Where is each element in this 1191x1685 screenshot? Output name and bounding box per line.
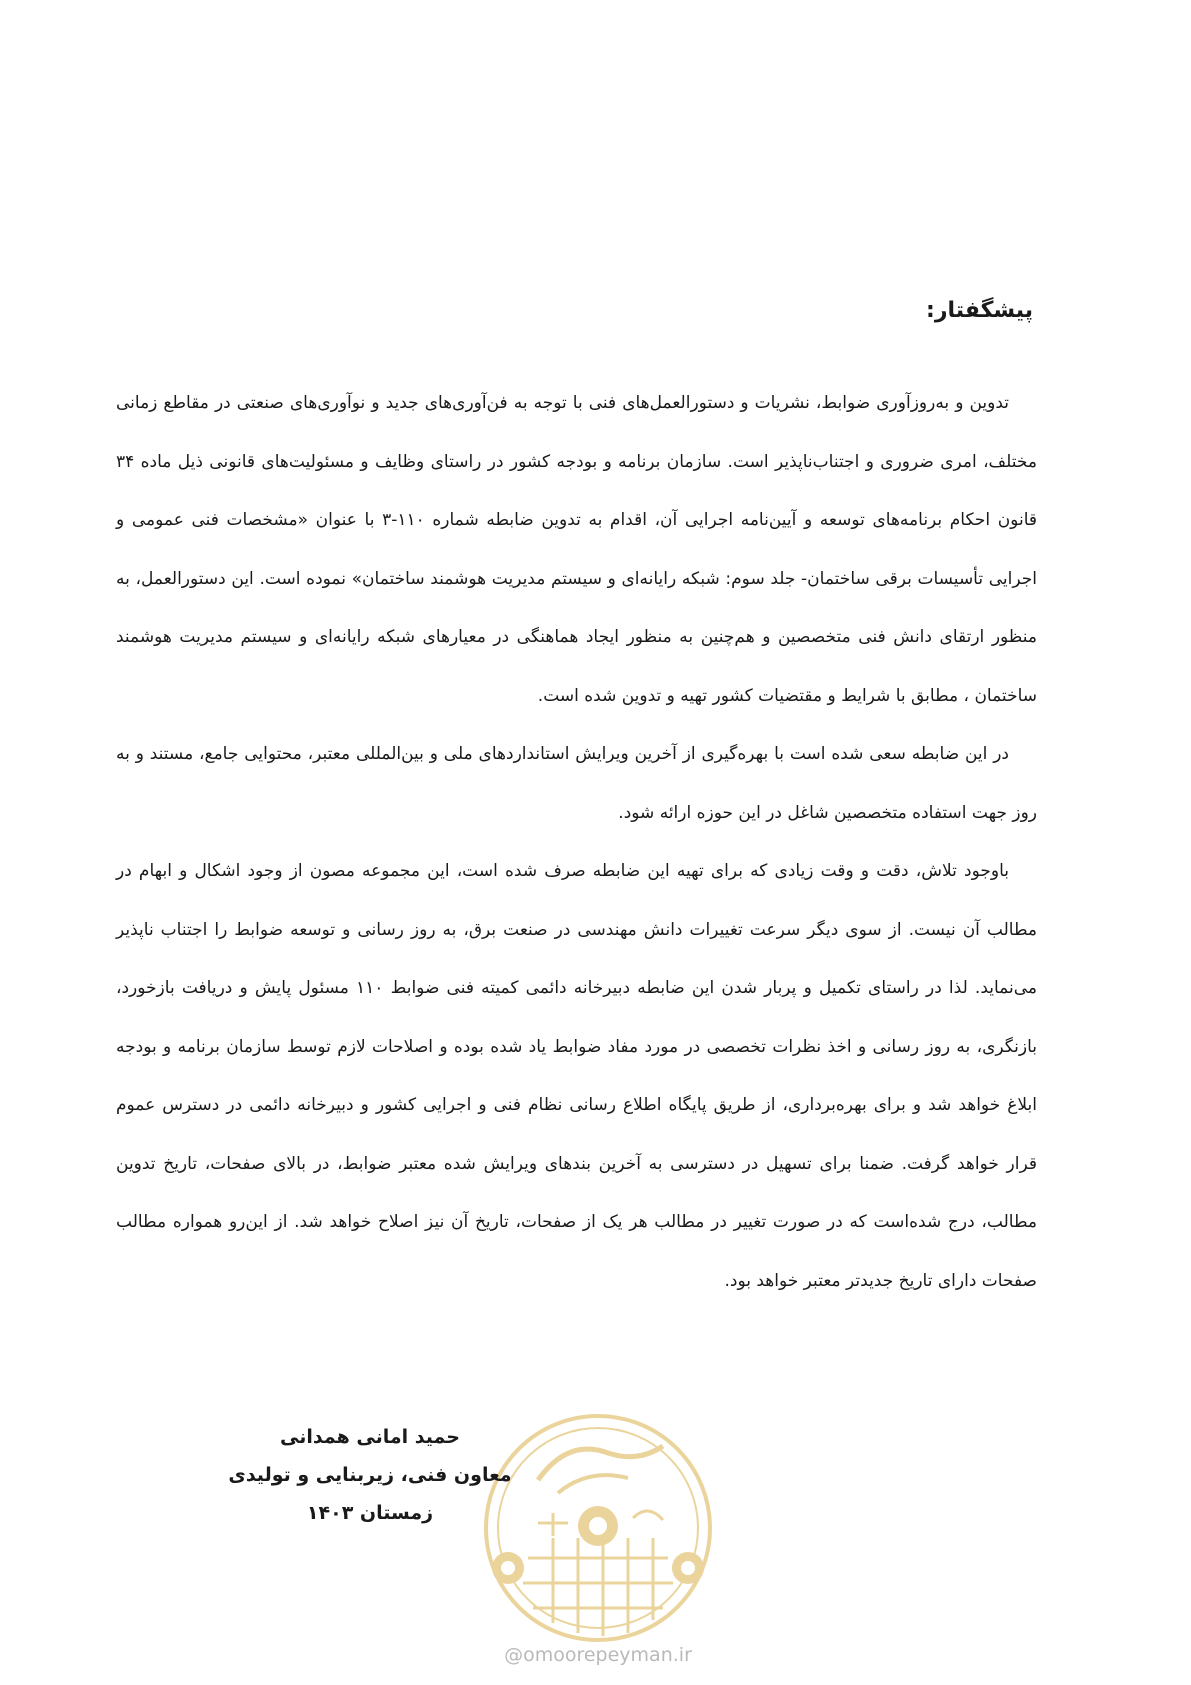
signatory-name: حمید امانی همدانی	[280, 1426, 460, 1448]
signatory-position: معاون فنی، زیربنایی و تولیدی	[228, 1464, 512, 1486]
signature-date: زمستان ۱۴۰۳	[306, 1502, 434, 1524]
document-body	[116, 374, 1037, 1310]
watermark-text: @omoorepeyman.ir	[504, 1644, 692, 1666]
signature-block	[200, 1418, 540, 1532]
paragraph-intro: تدوین و به‌روزآوری ضوابط، نشریات و دستورالعمل‌های فنی با توجه به فن‌آوری‌های جدید و نوآوری‌های صنعتی در مقاطع زمانی مختلف، امری ضروری و اجتناب‌ناپذیر است. سازمان برنامه و بودجه کشور در راستای وظایف و مسئولیت‌های قانونی ذیل ماده ۳۴ قانون احکام برنامه‌های توسعه و آیین‌نامه اجرایی آن، اقدام به تدوین ضابطه شماره ۱۱۰-۳ با عنوان «مشخصات فنی عمومی و اجرایی تأسیسات برقی ساختمان- جلد سوم: شبکه رایانه‌ای و سیستم مدیریت هوشمند ساختمان» نموده است. این دستورالعمل، به منظور ارتقای دانش فنی متخصصین و هم‌چنین به منظور ایجاد هماهنگی در معیارهای شبکه رایانه‌ای و سیستم مدیریت هوشمند ساختمان ، مطابق با شرایط و مقتضیات کشور تهیه و تدوین شده است.	[116, 393, 1037, 706]
paragraph-standards: در این ضابطه سعی شده است با بهره‌گیری از آخرین ویرایش استانداردهای ملی و بین‌المللی معتبر، محتوایی جامع، مستند و به روز جهت استفاده متخصصین شاغل در این حوزه ارائه شود.	[116, 744, 1037, 823]
paragraph-maintenance: باوجود تلاش، دقت و وقت زیادی که برای تهیه این ضابطه صرف شده است، این مجموعه مصون از وجود اشکال و ابهام در مطالب آن نیست. از سوی دیگر سرعت تغییرات دانش مهندسی در صنعت برق، به روز رسانی و توسعه ضوابط را اجتناب ناپذیر می‌نماید. لذا در راستای تکمیل و پربار شدن این ضابطه دبیرخانه دائمی کمیته فنی ضوابط ۱۱۰ مسئول پایش و دریافت بازخورد، بازنگری، به روز رسانی و اخذ نظرات تخصصی در مورد مفاد ضوابط یاد شده بوده و اصلاحات لازم توسط سازمان برنامه و بودجه ابلاغ خواهد شد و برای بهره‌برداری، از طریق پایگاه اطلاع رسانی نظام فنی و اجرایی کشور و دبیرخانه دائمی در دسترس عموم قرار خواهد گرفت. ضمنا برای تسهیل در دسترسی به آخرین بندهای ویرایش شده معتبر ضوابط، در بالای صفحات، تاریخ تدوین مطالب، درج شده‌است که در صورت تغییر در مطالب هر یک از صفحات، تاریخ آن نیز اصلاح خواهد شد. از این‌رو همواره مطالب صفحات دارای تاریخ جدیدتر معتبر خواهد بود.	[116, 861, 1037, 1291]
document-heading: پیشگفتار:	[926, 298, 1033, 323]
